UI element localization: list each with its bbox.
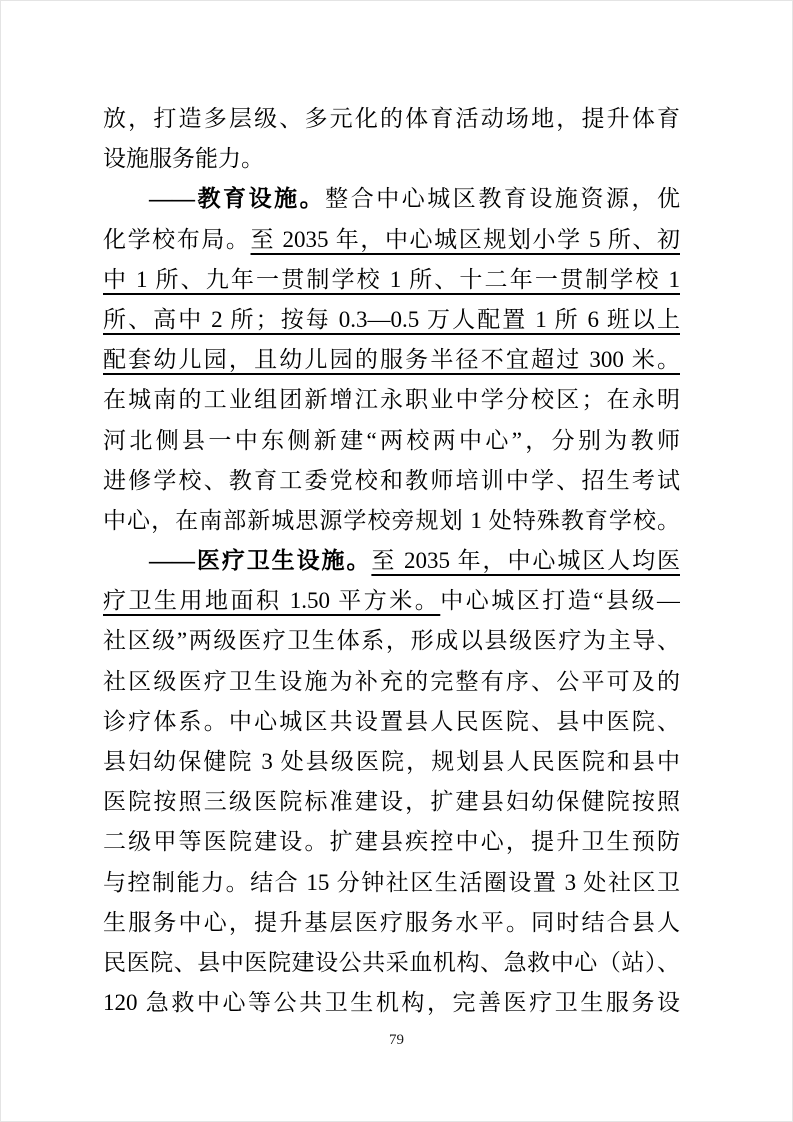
underlined-text-run: 至 2035 年，中心城区规划小学 5 所、初 <box>250 226 680 252</box>
text-run: 二级甲等医院建设。扩建县疾控中心，提升卫生预防 <box>103 829 680 855</box>
underlined-text-run: 至 2035 年，中心城区人均医 <box>371 548 680 574</box>
text-line <box>103 260 680 300</box>
body-text <box>103 99 680 1023</box>
text-line <box>103 461 680 501</box>
text-run: 社区级医疗卫生设施为补充的完整有序、公平可及的 <box>103 668 680 694</box>
text-run: 化学校布局。 <box>103 226 251 252</box>
text-line <box>103 782 680 822</box>
text-run: 与控制能力。结合 15 分钟社区生活圈设置 3 处社区卫 <box>103 869 680 895</box>
text-run: 整合中心城区教育设施资源，优 <box>325 186 680 212</box>
text-line <box>103 742 680 782</box>
text-line <box>103 340 680 380</box>
text-line <box>103 139 680 179</box>
text-run: 生服务中心，提升基层医疗服务水平。同时结合县人 <box>103 909 680 935</box>
text-line <box>103 863 680 903</box>
text-line <box>103 702 680 742</box>
text-run: 社区级”两级医疗卫生体系，形成以县级医疗为主导、 <box>103 628 680 654</box>
text-line <box>103 983 680 1023</box>
text-line <box>103 99 680 139</box>
text-line <box>103 541 680 581</box>
text-line <box>103 662 680 702</box>
text-run: 中心城区打造“县级— <box>440 588 680 614</box>
text-run: 设施服务能力。 <box>103 146 264 172</box>
text-line <box>103 903 680 943</box>
underlined-text-run: 疗卫生用地面积 1.50 平方米。 <box>103 588 441 614</box>
text-line <box>103 822 680 862</box>
text-line <box>103 220 680 260</box>
text-run: 诊疗体系。中心城区共设置县人民医院、县中医院、 <box>103 708 680 734</box>
text-run: 河北侧县一中东侧新建“两校两中心”，分别为教师 <box>103 427 680 453</box>
text-line <box>103 621 680 661</box>
text-run: 在城南的工业组团新增江永职业中学分校区；在永明 <box>103 387 680 413</box>
text-line <box>103 943 680 983</box>
text-line <box>103 300 680 340</box>
text-line <box>103 501 680 541</box>
text-run: 医院按照三级医院标准建设，扩建县妇幼保健院按照 <box>103 789 680 815</box>
text-run: 进修学校、教育工委党校和教师培训中学、招生考试 <box>103 467 680 493</box>
text-line <box>103 581 680 621</box>
underlined-text-run: 所、高中 2 所；按每 0.3—0.5 万人配置 1 所 6 班以上 <box>103 306 680 332</box>
underlined-text-run: 中 1 所、九年一贯制学校 1 所、十二年一贯制学校 1 <box>103 266 680 292</box>
heading-education-facilities: ——教育设施。 <box>149 186 326 212</box>
text-run: 县妇幼保健院 3 处县级医院，规划县人民医院和县中 <box>103 749 680 774</box>
underlined-text-run: 配套幼儿园，且幼儿园的服务半径不宜超过 300 米。 <box>103 347 680 373</box>
text-run: 放，打造多层级、多元化的体育活动场地，提升体育 <box>103 106 680 131</box>
text-run: 120 急救中心等公共卫生机构，完善医疗卫生服务设 <box>103 990 680 1016</box>
text-line <box>103 421 680 461</box>
text-run: 中心，在南部新城思源学校旁规划 1 处特殊教育学校。 <box>103 507 680 533</box>
text-line <box>103 179 680 219</box>
page-number: 79 <box>389 1032 404 1048</box>
heading-medical-facilities: ——医疗卫生设施。 <box>149 548 372 574</box>
text-line <box>103 380 680 420</box>
text-run: 民医院、县中医院建设公共采血机构、急救中心（站）、 <box>103 949 680 975</box>
